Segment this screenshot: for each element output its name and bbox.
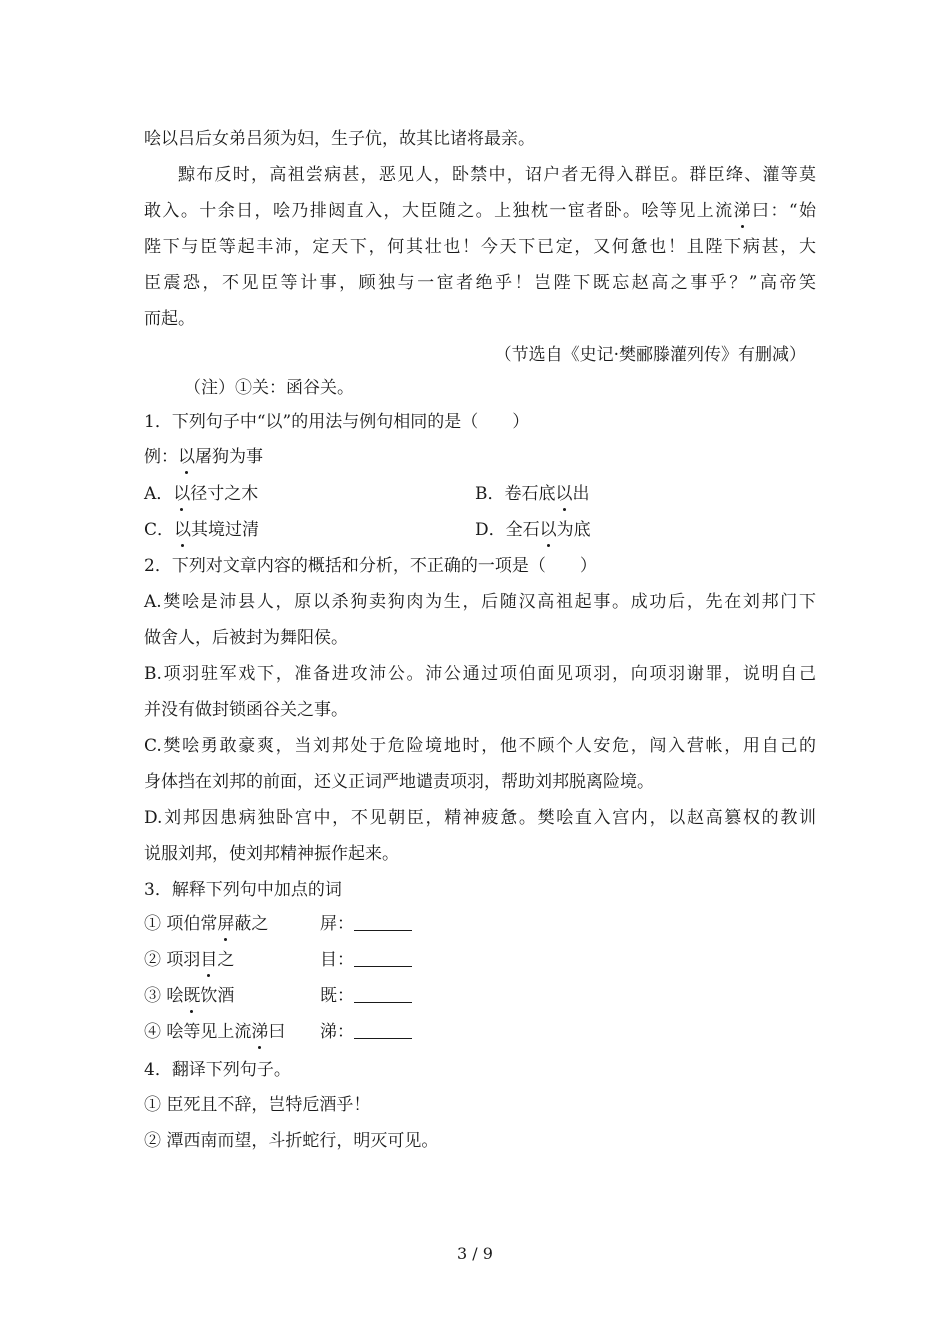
passage-line: 哙以吕后女弟吕须为妇，生子伉，故其比诸将最亲。 — [144, 129, 535, 149]
question-1-options-row — [144, 483, 816, 505]
page-number: 3 / 9 — [457, 1244, 493, 1263]
option-d: D．全石以为底 — [475, 520, 591, 540]
question-3-stem: 3．解释下列句中加点的词 — [144, 880, 342, 900]
emphasis-dot-char: 以 — [178, 447, 195, 467]
question-3-item: ③ 哙既饮酒 既： — [144, 985, 816, 1007]
question-3-item: ② 项羽目之 目： — [144, 949, 816, 971]
passage-line: 敢入。十余日，哙乃排闼直入，大臣随之。上独枕一宦者卧。哙等见上流涕曰：“始 — [144, 201, 816, 221]
question-4-stem: 4．翻译下列句子。 — [144, 1060, 291, 1080]
answer-blank[interactable] — [354, 1024, 412, 1039]
question-2-option-a: A.樊哙是沛县人，原以杀狗卖狗肉为生，后随汉高祖起事。成功后，先在刘邦门下 — [144, 592, 816, 612]
question-2-option-c-cont: 身体挡在刘邦的前面，还义正词严地谴责项羽，帮助刘邦脱离险境。 — [144, 772, 654, 792]
passage-line: 而起。 — [144, 309, 195, 329]
emphasis-dot-char: 涕 — [733, 201, 751, 221]
option-b: B．卷石底以出 — [475, 484, 590, 504]
question-3-item: ① 项伯常屏蔽之 屏： — [144, 913, 816, 935]
question-2-option-d-cont: 说服刘邦，使刘邦精神振作起来。 — [144, 844, 399, 864]
question-4-sentence: ① 臣死且不辞，岂特卮酒乎！ — [144, 1095, 371, 1115]
question-2-option-c: C.樊哙勇敢豪爽，当刘邦处于危险境地时，他不顾个人安危，闯入营帐，用自己的 — [144, 736, 816, 756]
question-1-example: 例：以屠狗为事 — [144, 447, 263, 467]
answer-blank[interactable] — [354, 988, 412, 1003]
question-2-stem: 2．下列对文章内容的概括和分析，不正确的一项是（ ） — [144, 556, 597, 576]
answer-blank[interactable] — [354, 952, 412, 967]
question-2-option-b-cont: 并没有做封锁函谷关之事。 — [144, 700, 348, 720]
question-3-item: ④ 哙等见上流涕曰 涕： — [144, 1021, 816, 1043]
question-1-stem: 1．下列句子中“以”的用法与例句相同的是（ ） — [144, 412, 530, 432]
passage-note: （注）①关：函谷关。 — [184, 378, 354, 398]
answer-blank[interactable] — [354, 916, 412, 931]
option-c: C．以其境过清 — [144, 520, 260, 540]
question-1-options-row — [144, 519, 816, 541]
question-2-option-b: B.项羽驻军戏下，准备进攻沛公。沛公通过项伯面见项羽，向项羽谢罪，说明自己 — [144, 664, 816, 684]
question-2-option-a-cont: 做舍人，后被封为舞阳侯。 — [144, 628, 348, 648]
passage-paragraph-start: 黥布反时，高祖尝病甚，恶见人，卧禁中，诏户者无得入群臣。群臣绛、灌等莫 — [178, 165, 816, 185]
passage-source: （节选自《史记·樊郦滕灌列传》有删减） — [494, 345, 806, 365]
question-2-option-d: D.刘邦因患病独卧宫中，不见朝臣，精神疲惫。樊哙直入宫内，以赵高篡权的教训 — [144, 808, 816, 828]
option-a: A．以径寸之木 — [144, 484, 259, 504]
passage-line: 臣震恐，不见臣等计事，顾独与一宦者绝乎！岂陛下既忘赵高之事乎？”高帝笑 — [144, 273, 816, 293]
question-4-sentence: ② 潭西南而望，斗折蛇行，明灭可见。 — [144, 1131, 439, 1151]
passage-line: 陛下与臣等起丰沛，定天下，何其壮也！今天下已定，又何惫也！且陛下病甚，大 — [144, 237, 816, 257]
